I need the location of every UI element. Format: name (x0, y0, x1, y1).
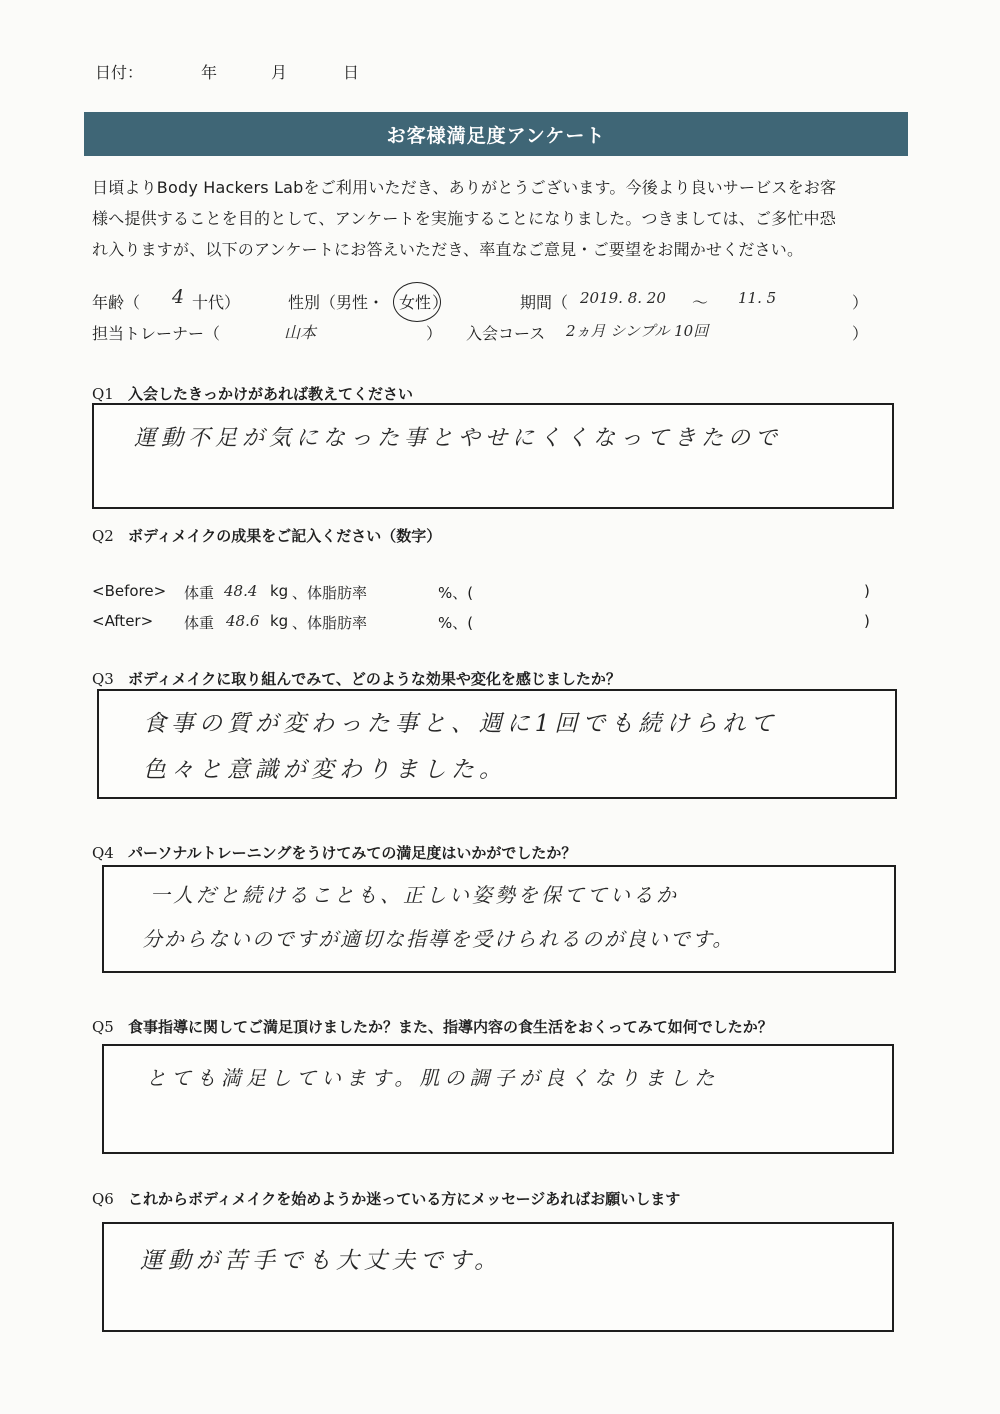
question-number: Q3 (92, 670, 114, 688)
course-value[interactable]: 2ヵ月 シンプル 10回 (566, 322, 709, 340)
before-label: <Before> (92, 582, 167, 600)
question-text: これからボディメイクを始めようか迷っている方にメッセージあればお願いします (128, 1190, 681, 1208)
close-paren: ) (864, 582, 870, 600)
question-number: Q6 (92, 1190, 114, 1208)
fat-label: 、体脂肪率 (292, 584, 368, 602)
fat-label: 、体脂肪率 (292, 614, 368, 632)
weight-label: 体重 (184, 584, 215, 602)
intro-line: 日頃よりBody Hackers Labをご利用いただき、ありがとうございます。今後より良いサービスをお客 (92, 178, 837, 197)
answer-line: 運動が苦手でも大丈夫です。 (140, 1248, 503, 1274)
question-number: Q5 (92, 1018, 114, 1036)
answer-line: 色々と意識が変わりました。 (143, 757, 507, 783)
course-close: ） (852, 324, 869, 343)
intro-line: 様へ提供することを目的として、アンケートを実施することになりました。つきましては、ご多忙中恐 (92, 209, 836, 228)
percent-open: %、( (438, 614, 474, 632)
period-label: 期間（ (520, 293, 569, 312)
question-4 (92, 842, 576, 863)
intro-paragraph (92, 172, 912, 265)
trainer-label: 担当トレーナー（ (92, 324, 221, 343)
gender-label: 性別（男性・ (288, 293, 385, 312)
period-end[interactable]: 11. 5 (738, 289, 777, 307)
answer-box-q5[interactable] (102, 1044, 894, 1154)
age-suffix: 十代） (192, 293, 241, 312)
question-1 (92, 383, 413, 404)
month-label: 月 (271, 63, 288, 82)
trainer-value[interactable]: 山本 (284, 323, 317, 342)
answer-line: とても満足しています。肌の調子が良くなりました (146, 1066, 720, 1090)
kg-unit: kg (270, 582, 289, 600)
year-label: 年 (201, 63, 218, 82)
question-number: Q2 (92, 527, 114, 545)
kg-unit: kg (270, 612, 289, 630)
answer-box-q4[interactable] (102, 865, 896, 973)
question-text: 食事指導に関してご満足頂けましたか？また、指導内容の食生活をおくってみて如何でしたか？ (128, 1018, 773, 1036)
before-weight[interactable]: 48.4 (224, 582, 258, 600)
question-text: ボディメイクに取り組んでみて、どのような効果や変化を感じましたか？ (128, 670, 621, 688)
survey-title-banner (84, 112, 908, 156)
gender-close: ） (432, 293, 449, 312)
after-weight[interactable]: 48.6 (226, 612, 260, 630)
question-text: パーソナルトレーニングをうけてみての満足度はいかがでしたか？ (128, 844, 577, 862)
period-close: ） (852, 293, 869, 312)
weight-label: 体重 (184, 614, 215, 632)
answer-line: 食事の質が変わった事と、週に1回でも続けられて (143, 711, 779, 737)
question-text: 入会したきっかけがあれば教えてください (128, 385, 414, 403)
intro-line: れ入りますが、以下のアンケートにお答えいただき、率直なご意見・ご要望をお聞かせください。 (92, 240, 804, 259)
course-label: 入会コース (466, 324, 546, 343)
day-label: 日 (343, 63, 360, 82)
answer-line: 分からないのですが適切な指導を受けられるのが良いです。 (142, 927, 735, 951)
answer-box-q3[interactable] (97, 689, 897, 799)
question-6 (92, 1188, 680, 1209)
trainer-close: ） (426, 324, 443, 343)
percent-open: %、( (438, 584, 474, 602)
survey-title: お客様満足度アンケート (386, 124, 606, 147)
question-5 (92, 1016, 773, 1037)
age-label: 年齢（ (92, 293, 141, 312)
age-value[interactable]: 4 (172, 286, 185, 308)
date-label: 日付： (95, 63, 144, 82)
period-separator: 〜 (692, 293, 709, 312)
answer-box-q1[interactable] (92, 403, 894, 509)
question-3 (92, 668, 621, 689)
gender-selected[interactable]: 女性 (399, 293, 432, 312)
question-text: ボディメイクの成果をご記入ください（数字） (128, 527, 442, 545)
close-paren: ) (864, 612, 870, 630)
question-number: Q4 (92, 844, 114, 862)
answer-line: 一人だと続けることも、正しい姿勢を保てているか (150, 883, 679, 907)
period-start[interactable]: 2019. 8. 20 (580, 289, 666, 307)
after-label: <After> (92, 612, 154, 630)
answer-box-q6[interactable] (102, 1222, 894, 1332)
question-number: Q1 (92, 385, 114, 403)
question-2 (92, 525, 441, 546)
answer-line: 運動不足が気になった事とやせにくくなってきたので (134, 426, 783, 451)
